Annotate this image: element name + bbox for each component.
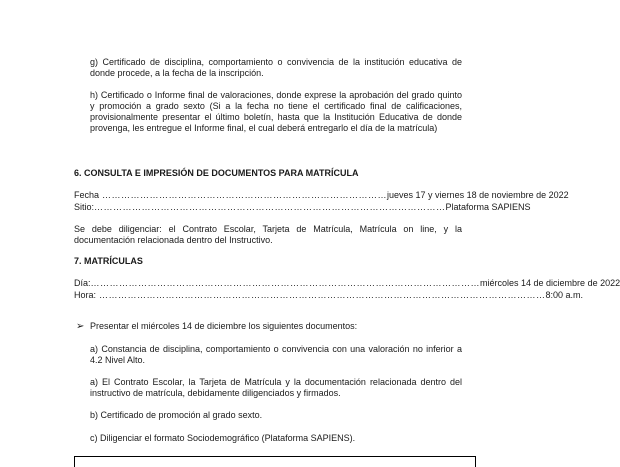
- dot-leader: ……………………………………………………………………………………………………………………………: [96, 290, 546, 300]
- documents-intro: Presentar el miércoles 14 de diciembre los siguientes documentos:: [90, 321, 358, 331]
- section-7-heading: 7. MATRÍCULAS: [74, 256, 143, 266]
- document-item: a) El Contrato Escolar, la Tarjeta de Matrícula y la documentación relacionada dentro del instructivo de matrícula, debidamente diligenciados y firmados.: [90, 377, 462, 398]
- hora-label: Hora:: [74, 290, 97, 300]
- sitio-label: Sitio:: [74, 202, 95, 212]
- dot-leader: …………………………………………………………………………………………………: [94, 202, 446, 212]
- dia-value: miércoles 14 de diciembre de 2022: [480, 278, 620, 288]
- bottom-box-border: [74, 456, 476, 467]
- dot-leader: ………………………………………………………………………………: [99, 190, 388, 200]
- requirement-item-g: g) Certificado de disciplina, comportamiento o convivencia de la institución educativa de donde procede, a la fecha de la inscripción.: [90, 57, 462, 78]
- document-item: c) Diligenciar el formato Sociodemográfico (Plataforma SAPIENS).: [90, 433, 356, 443]
- dia-label: Día:: [74, 278, 91, 288]
- hora-value: 8:00 a.m.: [545, 290, 584, 300]
- fecha-label: Fecha: [74, 190, 100, 200]
- sitio-row: [74, 202, 531, 213]
- document-item: a) Constancia de disciplina, comportamiento o convivencia con una valoración no inferior a 4.2 Nivel Alto.: [90, 344, 462, 365]
- hora-row: [74, 290, 584, 301]
- dot-leader: ……………………………………………………………………………………………………………: [90, 278, 481, 288]
- section-6-note: Se debe diligenciar: el Contrato Escolar, Tarjeta de Matrícula, Matrícula on line, y la documentación relacionada dentro del Instructivo.: [74, 224, 462, 245]
- sitio-value: Plataforma SAPIENS: [445, 202, 531, 212]
- fecha-value: jueves 17 y viernes 18 de noviembre de 2022: [387, 190, 569, 200]
- section-6-heading: 6. CONSULTA E IMPRESIÓN DE DOCUMENTOS PARA MATRÍCULA: [74, 168, 359, 178]
- requirement-item-h: h) Certificado o Informe final de valoraciones, donde exprese la aprobación del grado quinto y promoción a grado sexto (Si a la fecha no tiene el certificado final de calificaciones, provisionalmente presentar el último boletín, hasta que la Institución Educativa de donde provenga, les entregue el Informe final, el cual deberá entregarlo el día de la matrícula): [90, 90, 462, 133]
- document-item: b) Certificado de promoción al grado sexto.: [90, 410, 263, 420]
- fecha-row: [74, 190, 569, 201]
- dia-row: [74, 278, 620, 289]
- arrow-bullet-icon: ➢: [76, 321, 85, 332]
